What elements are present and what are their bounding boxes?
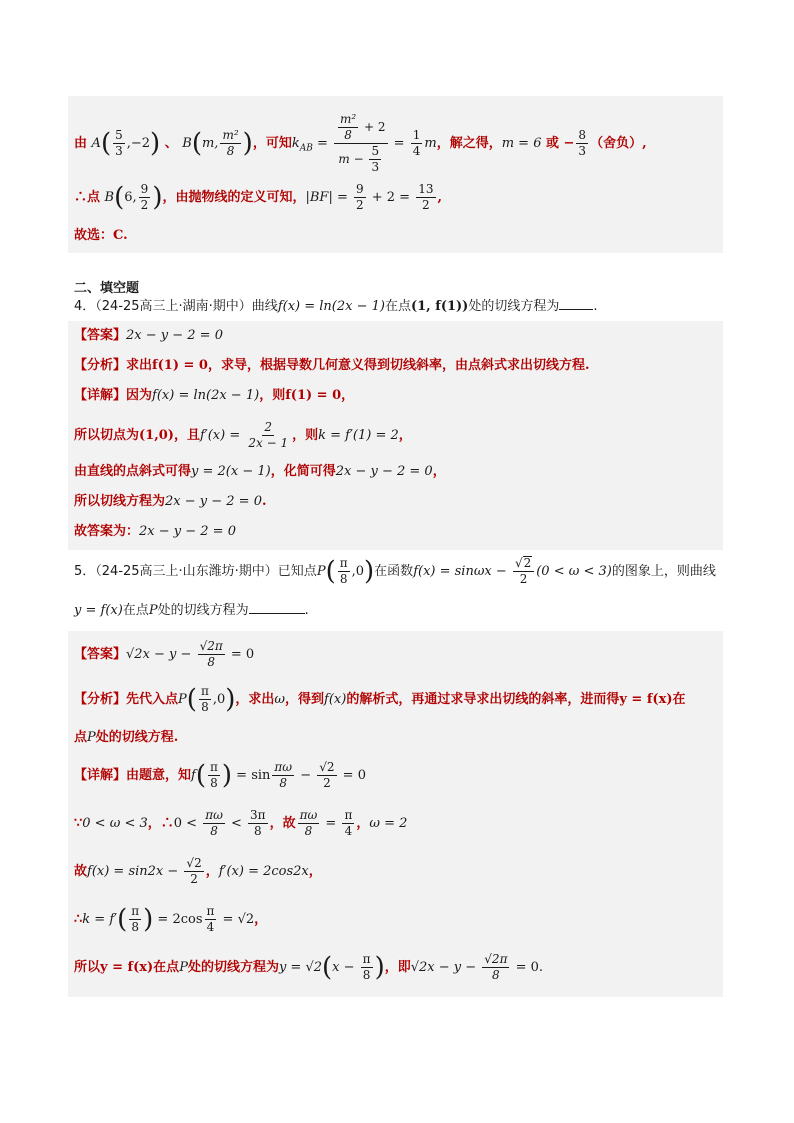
section-heading: 二、填空题 xyxy=(74,281,140,296)
q4-analysis: 【分析】求出f(1) = 0，求导，根据导数几何意义得到切线斜率，由点斜式求出切线方程. xyxy=(74,358,590,373)
top-line-3: 故选：C. xyxy=(74,228,128,243)
q5-detail-3: 故f(x) = sin2x − $\frac{√2}{2}$ ，f′(x) = 2cos2x， xyxy=(74,856,322,886)
q4-answer: 【答案】2x − y − 2 = 0 xyxy=(74,328,223,343)
top-line-1: 由 A( $\frac{5}{3}$ ,−2) 、 B(m, $\frac{\text{m²}}{8}$ )，可知$k_{AB}$ = $\frac{\text{m²}}{8}$ + 2 m − $\frac{5}{3}$ = $\frac{1}{4}$ m，解之得，m = 6 或 − $\frac{8}{3}$ （舍负）, xyxy=(74,112,647,174)
q5-detail-1: 【详解】由题意，知f( $\frac{\pi}{8}$ ) = sin $\frac{\pi\omega}{8}$ − $\frac{√2}{2}$ = 0 xyxy=(74,760,366,791)
q5-stem-2: y = f(x)在点P处的切线方程为 . xyxy=(74,603,309,618)
q4-detail-3: 由直线的点斜式可得y = 2(x − 1)，化简可得2x − y − 2 = 0， xyxy=(74,464,446,479)
q5-answer: 【答案】√2x − y − $\frac{√2\pi}{8}$ = 0 xyxy=(74,639,255,669)
q5-detail-4: ∴k = f′( $\frac{\pi}{8}$ ) = 2cos $\frac{\pi}{4}$ = √2， xyxy=(74,904,268,935)
q5-detail-2: ∵0 < ω < 3，∴0 < $\frac{\pi\omega}{8}$ < $\frac{3\pi}{8}$ ，故 $\frac{\pi\omega}{8}$ = $\frac{\pi}{4}$ ，ω = 2 xyxy=(74,808,408,838)
q4-detail-4: 所以切线方程为2x − y − 2 = 0. xyxy=(74,494,267,509)
q4-final-answer: 故答案为：2x − y − 2 = 0 xyxy=(74,524,236,539)
q5-analysis-1: 【分析】先代入点P( $\frac{\pi}{8}$ ,0)，求出ω，得到f(x)的解析式，再通过求导求出切线的斜率，进而得y = f(x)在 xyxy=(74,684,686,715)
q5-stem-1: 5．（24-25高三上·山东潍坊·期中）已知点P( $\frac{\pi}{8}$ ,0)在函数f(x) = sinωx − $\frac{√2}{2}$ (0 < ω < 3)的图象上，则曲线 xyxy=(74,556,716,587)
q5-detail-5: 所以y = f(x)在点P处的切线方程为y = √2(x − $\frac{\pi}{8}$ )，即√2x − y − $\frac{√2\pi}{8}$ = 0. xyxy=(74,952,544,983)
q5-analysis-2: 点P处的切线方程. xyxy=(74,730,179,745)
q4-detail-1: 【详解】因为f(x) = ln(2x − 1)，则f(1) = 0， xyxy=(74,388,355,403)
top-line-2: ∴点 B(6, $\frac{9}{2}$ )，由抛物线的定义可知，|BF| = $\frac{9}{2}$ + 2 = $\frac{13}{2}$ , xyxy=(74,182,443,213)
q4-detail-2: 所以切点为(1,0)，且f′(x) = $\frac{2}{2x - 1}$ ，则k = f′(1) = 2， xyxy=(74,420,412,450)
q4-stem: 4．（24-25高三上·湖南·期中）曲线f(x) = ln(2x − 1)在点(1, f(1))处的切线方程为 . xyxy=(74,299,598,314)
